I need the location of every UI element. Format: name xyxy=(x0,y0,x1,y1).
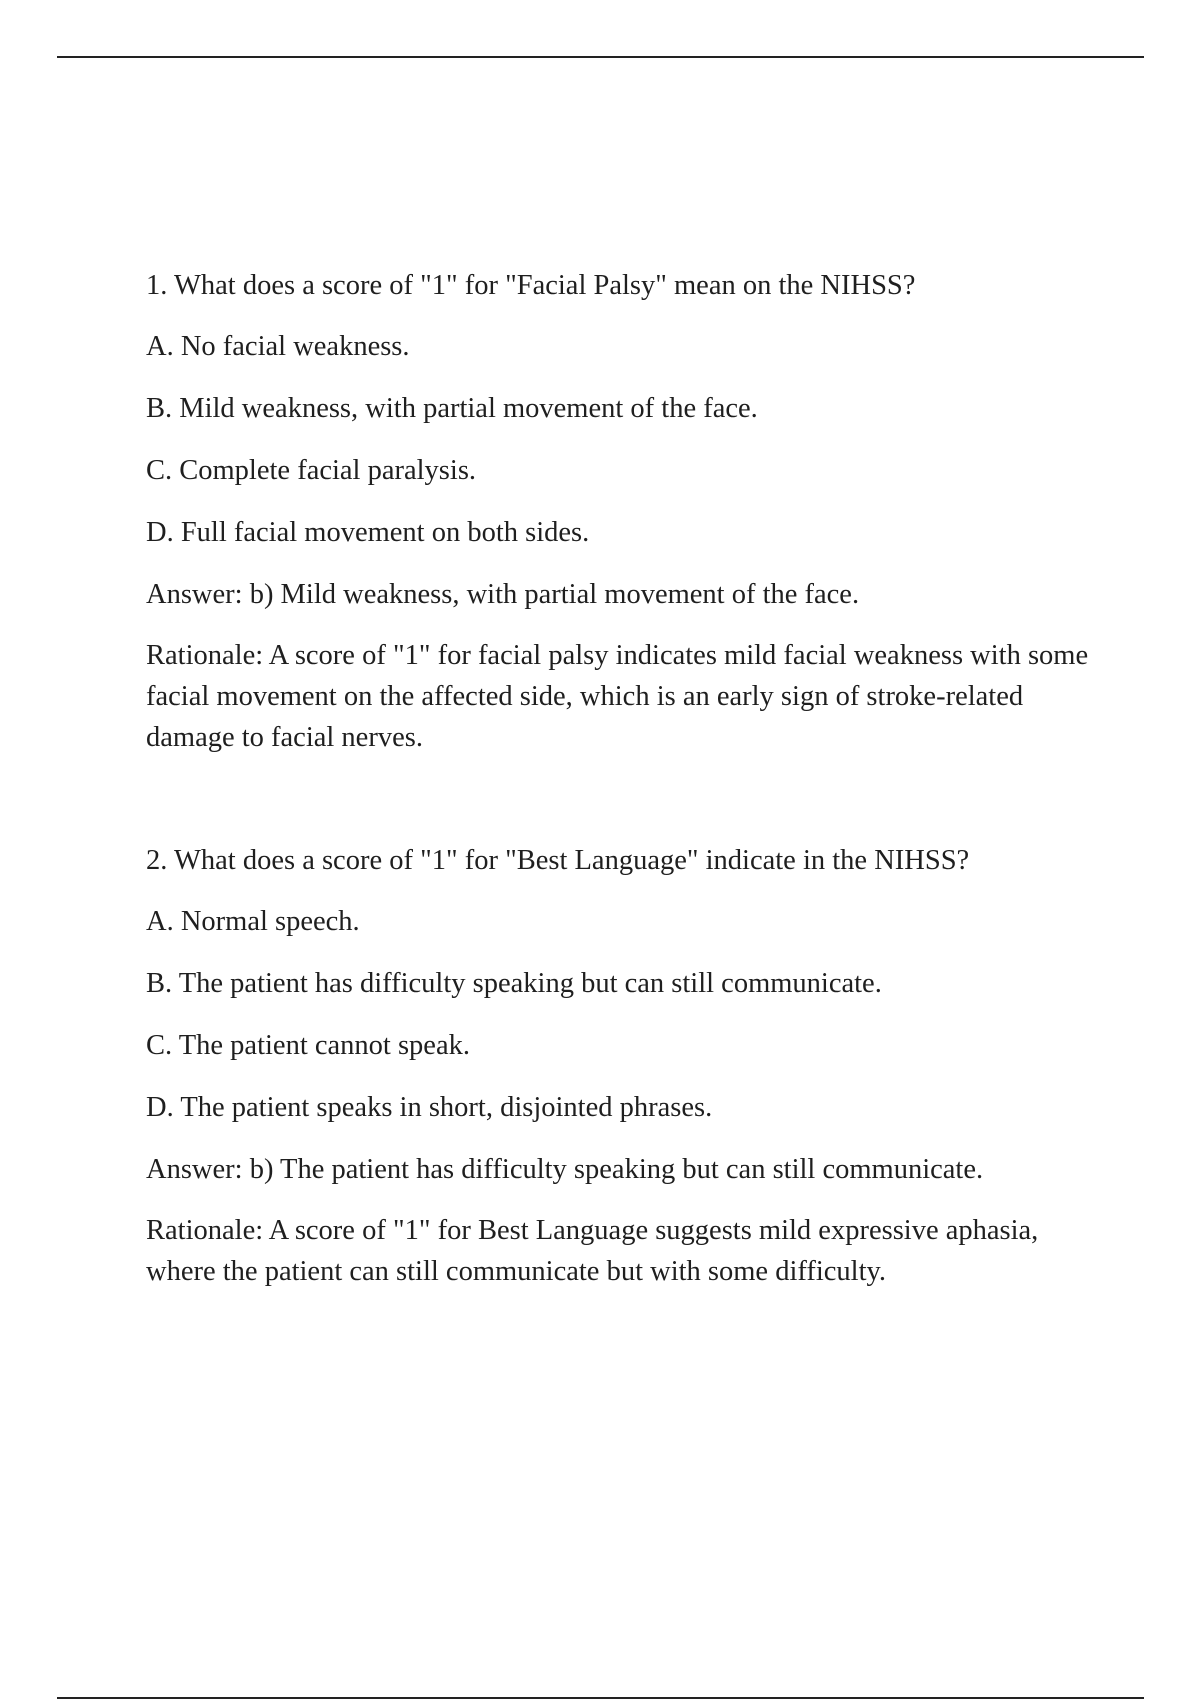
option-d: D. The patient speaks in short, disjointed phrases. xyxy=(146,1092,713,1123)
question-block-1 xyxy=(146,265,1096,758)
question-block-2 xyxy=(146,840,1096,1292)
answer-text: Answer: b) The patient has difficulty speaking but can still communicate. xyxy=(146,1154,984,1185)
rationale-text: Rationale: A score of "1" for facial palsy indicates mild facial weakness with some facial movement on the affected side, which is an early sign of stroke-related damage to facial nerves. xyxy=(146,640,1089,753)
footer-rule xyxy=(57,1697,1144,1699)
option-c: C. The patient cannot speak. xyxy=(146,1030,470,1061)
option-b: B. Mild weakness, with partial movement of the face. xyxy=(146,393,758,424)
option-a: A. No facial weakness. xyxy=(146,331,410,362)
header-rule xyxy=(57,56,1144,58)
rationale-text: Rationale: A score of "1" for Best Language suggests mild expressive aphasia, where the patient can still communicate but with some difficulty. xyxy=(146,1215,1039,1287)
option-a: A. Normal speech. xyxy=(146,906,360,937)
question-text: 2. What does a score of "1" for "Best Language" indicate in the NIHSS? xyxy=(146,845,970,876)
question-text: 1. What does a score of "1" for "Facial Palsy" mean on the NIHSS? xyxy=(146,270,916,301)
answer-text: Answer: b) Mild weakness, with partial movement of the face. xyxy=(146,579,860,610)
option-c: C. Complete facial paralysis. xyxy=(146,455,477,486)
option-d: D. Full facial movement on both sides. xyxy=(146,517,590,548)
option-b: B. The patient has difficulty speaking but can still communicate. xyxy=(146,968,882,999)
